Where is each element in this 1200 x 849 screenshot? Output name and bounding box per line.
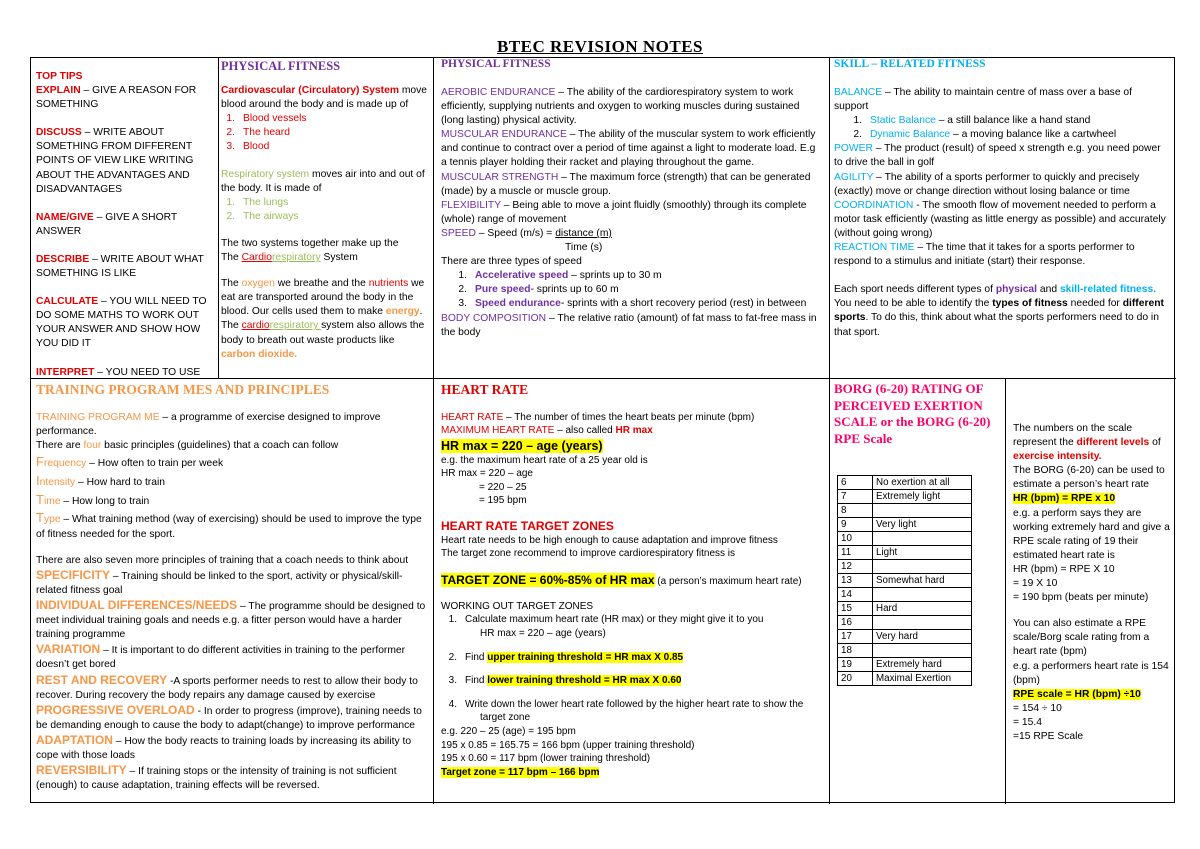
list-item: 1. Static Balance – a still balance like a hand stand — [853, 115, 1091, 127]
list-item: 3. Blood — [226, 141, 270, 153]
skill-fitness-heading: SKILL – RELATED FITNESS — [834, 58, 986, 70]
notes-grid — [30, 57, 1175, 803]
heart-rate-definition: HEART RATE – The number of times the heart beats per minute (bpm) — [441, 411, 755, 423]
list-item: 2. Pure speed- sprints up to 60 m — [458, 284, 619, 296]
borg-estimate: The BORG (6-20) can be used to estimate a person’s heart rate — [1013, 465, 1165, 491]
borg-label: No exertion at all — [873, 476, 972, 490]
borg-value: 13 — [838, 574, 873, 588]
borg-notes-cell — [1006, 379, 1176, 804]
borg-value: 8 — [838, 504, 873, 518]
example-line: 195 x 0.60 = 117 bpm (lower training threshold) — [441, 753, 651, 765]
tip-explain: EXPLAIN – GIVE A REASON FOR SOMETHING — [36, 85, 197, 111]
tip-describe: DESCRIBE – WRITE ABOUT WHAT SOMETHING IS LIKE — [36, 253, 204, 280]
seven-principles-intro: There are also seven more principles of training that a coach needs to think about — [36, 554, 409, 566]
coordination: COORDINATION - The smooth flow of movement needed to perform a motor task efficiently (wasting as little energy as possible) and accurately (without going wrong) — [834, 199, 1166, 239]
physical-fitness-2-cell — [434, 58, 830, 379]
principle-variation: VARIATION – It is important to do different activities in training to the performer doesn’t get bored — [36, 642, 406, 671]
hr-from-rpe-formula: HR (bpm) = RPE x 10 — [1013, 493, 1116, 505]
body-composition: BODY COMPOSITION – The relative ratio (amount) of fat mass to fat-free mass in the body — [441, 312, 817, 338]
step-1: 1. Calculate maximum heart rate (HR max) or they might give it to you — [448, 614, 764, 626]
example-line: 195 x 0.85 = 165.75 = 166 bpm (upper training threshold) — [441, 739, 695, 751]
cardiorespiratory-system: The Cardiorespiratory System — [221, 252, 358, 264]
fitt-intensity: Intensity – How hard to train — [36, 472, 165, 488]
borg-label: Extremely hard — [873, 658, 972, 672]
borg-value: 16 — [838, 616, 873, 630]
borg-row — [838, 658, 972, 672]
physical-fitness-1-cell — [219, 58, 434, 379]
respiratory-list — [221, 196, 429, 224]
speed-types-list — [441, 269, 823, 311]
borg-example-2: e.g. a performers heart rate is 154 (bpm) — [1013, 660, 1169, 686]
borg-value: 9 — [838, 518, 873, 532]
step-1b: HR max = 220 – age (years) — [480, 628, 606, 640]
calc-line: = 15.4 — [1013, 716, 1042, 728]
borg-row — [838, 588, 972, 602]
borg-label: Hard — [873, 602, 972, 616]
borg-intro: The numbers on the scale represent the different levels of exercise intensity. — [1013, 423, 1161, 463]
borg-label: Very hard — [873, 630, 972, 644]
tip-interpret: INTERPRET – YOU NEED TO USE — [36, 366, 201, 378]
borg-row — [838, 476, 972, 490]
principle-individual: INDIVIDUAL DIFFERENCES/NEEDS – The programme should be designed to meet individual training goals and needs e.g. a fitter person would have a harder training programme — [36, 598, 426, 641]
step-2: 2. Find upper training threshold = HR max X 0.85 — [448, 651, 684, 663]
target-zones-text: The target zone recommend to improve cardiorespiratory fitness is — [441, 548, 736, 560]
principle-reversibility: REVERSIBILITY – If training stops or the intensity of training is not sufficient (enough) to cause adaptation, training effects will be reversed. — [36, 763, 397, 792]
calc-line: HR (bpm) = RPE X 10 — [1013, 563, 1115, 575]
list-item: 2. The heard — [226, 127, 290, 139]
borg-label — [873, 504, 972, 518]
principle-progressive-overload: PROGRESSIVE OVERLOAD - In order to progress (improve), training needs to be demanding enough to cause the body to adapt(change) to improve performance — [36, 702, 422, 731]
borg-row — [838, 504, 972, 518]
borg-heading: BORG (6-20) RATING OF PERCEIVED EXERTION SCALE or the BORG (6-20) RPE Scale — [834, 381, 991, 446]
hr-max-formula: HR max = 220 – age (years) — [441, 438, 603, 453]
target-zone-formula: TARGET ZONE = 60%-85% of HR max (a person’s maximum heart rate) — [441, 572, 802, 587]
training-cell — [31, 379, 434, 804]
muscular-strength: MUSCULAR STRENGTH – The maximum force (strength) that can be generated (made) by a muscle or muscle group. — [441, 171, 811, 197]
target-zones-heading: HEART RATE TARGET ZONES — [441, 519, 614, 534]
list-item: 2. Dynamic Balance – a moving balance like a cartwheel — [853, 129, 1117, 141]
borg-row — [838, 546, 972, 560]
fitt-time: Time – How long to train — [36, 491, 150, 507]
borg-label: Somewhat hard — [873, 574, 972, 588]
hr-max-example: e.g. the maximum heart rate of a 25 year old is — [441, 454, 648, 466]
borg-row — [838, 574, 972, 588]
rpe-from-hr-formula: RPE scale = HR (bpm) ÷10 — [1013, 688, 1141, 700]
list-item: 3. Speed endurance- sprints with a short recovery period (rest) in between — [458, 298, 807, 310]
working-out-heading: WORKING OUT TARGET ZONES — [441, 600, 594, 612]
borg-row — [838, 490, 972, 504]
list-item: 1. Blood vessels — [226, 113, 307, 125]
heart-rate-heading: HEART RATE — [441, 382, 529, 397]
borg-row — [838, 602, 972, 616]
borg-value: 14 — [838, 588, 873, 602]
borg-label — [873, 644, 972, 658]
borg-value: 7 — [838, 490, 873, 504]
training-heading: TRAINING PROGRAM MES AND PRINCIPLES — [36, 382, 330, 397]
principle-adaptation: ADAPTATION – How the body reacts to training loads by increasing its ability to cope with those loads — [36, 732, 412, 761]
aerobic-endurance: AEROBIC ENDURANCE – The ability of the cardiorespiratory system to work efficiently, supplying nutrients and oxygen to working muscles during sustained (long lasting) physical activity. — [441, 87, 800, 127]
borg-row — [838, 616, 972, 630]
borg-value: 15 — [838, 602, 873, 616]
borg-row — [838, 630, 972, 644]
speed-types-intro: There are three types of speed — [441, 256, 582, 268]
speed: SPEED – Speed (m/s) = distance (m) — [441, 227, 612, 239]
calc-line: HR max = 220 – age — [441, 468, 533, 480]
top-tips-cell — [31, 58, 219, 379]
borg-value: 19 — [838, 658, 873, 672]
calc-line: = 195 bpm — [479, 495, 527, 507]
step-3: 3. Find lower training threshold = HR max X 0.60 — [448, 675, 682, 687]
borg-value: 20 — [838, 672, 873, 686]
speed-denominator: Time (s) — [565, 242, 603, 254]
borg-value: 11 — [838, 546, 873, 560]
muscular-endurance: MUSCULAR ENDURANCE – The ability of the muscular system to work efficiently and continue to contract over a period of time against a light to moderate load. E.g a tennis player holding their racket and playing throughout the game. — [441, 129, 816, 169]
agility: AGILITY – The ability of a sports performer to quickly and precisely (exactly) move or change direction without losing balance or time — [834, 171, 1140, 197]
borg-label: Light — [873, 546, 972, 560]
reaction-time: REACTION TIME – The time that it takes for a sports performer to respond to a stimulus and initiate (start) their response. — [834, 242, 1135, 268]
max-heart-rate-definition: MAXIMUM HEART RATE – also called HR max — [441, 425, 653, 437]
target-zone-result: Target zone = 117 bpm – 166 bpm — [441, 766, 600, 778]
borg-label — [873, 560, 972, 574]
physical-fitness-2-heading: PHYSICAL FITNESS — [441, 58, 551, 70]
each-sport-paragraph: Each sport needs different types of physical and skill-related fitness. You need to be able to identify the types of fitness needed for different sports. To do this, think about what the sports performers need to do in that sport. — [834, 284, 1164, 338]
rpe-estimate: You can also estimate a RPE scale/Borg scale rating from a heart rate (bpm) — [1013, 618, 1150, 658]
borg-label — [873, 588, 972, 602]
fitt-frequency: Frequency – How often to train per week — [36, 453, 224, 469]
tip-calculate: CALCULATE – YOU WILL NEED TO DO SOME MATHS TO WORK OUT YOUR ANSWER AND SHOW HOW YOU DID IT — [36, 296, 207, 350]
training-programme-definition: TRAINING PROGRAM ME – a programme of exercise designed to improve performance. — [36, 411, 381, 437]
flexibility: FLEXIBILITY – Being able to move a joint fluidly (smoothly) through its complete (whole) range of movement — [441, 199, 807, 225]
balance-list — [834, 114, 1168, 142]
calc-line: = 154 ÷ 10 — [1013, 702, 1062, 714]
heart-rate-cell — [434, 379, 830, 804]
borg-row — [838, 532, 972, 546]
step-4: 4. Write down the lower heart rate followed by the higher heart rate to show the target zone — [448, 698, 804, 724]
list-item: 2. The airways — [226, 210, 299, 222]
borg-label: Extremely light — [873, 490, 972, 504]
tip-name-give: NAME/GIVE – GIVE A SHORT ANSWER — [36, 211, 177, 237]
calc-line: = 220 – 25 — [479, 481, 527, 493]
balance: BALANCE – The ability to maintain centre of mass over a base of support — [834, 87, 1133, 113]
target-zones-text: Heart rate needs to be high enough to cause adaptation and improve fitness — [441, 534, 778, 546]
borg-row — [838, 560, 972, 574]
page-title: BTEC REVISION NOTES — [496, 37, 703, 56]
borg-example-1: e.g. a perform says they are working extremely hard and give a RPE scale rating of 19 their estimated heart rate is — [1013, 507, 1170, 561]
fitt-type: Type – What training method (way of exercising) should be used to improve the type of fitness needed for the sport. — [36, 509, 422, 540]
calc-line: =15 RPE Scale — [1013, 730, 1084, 742]
cv-list — [221, 112, 429, 154]
borg-value: 12 — [838, 560, 873, 574]
list-item: 1. The lungs — [226, 196, 289, 208]
top-tips-heading: TOP TIPS — [36, 71, 83, 82]
tip-discuss: DISCUSS – WRITE ABOUT SOMETHING FROM DIFFERENT POINTS OF VIEW LIKE WRITING ABOUT THE ADVANTAGES AND DISADVANTAGES — [36, 127, 194, 195]
borg-label: Maximal Exertion — [873, 672, 972, 686]
respiratory-definition: Respiratory system moves air into and out of the body. It is made of — [221, 168, 425, 194]
borg-value: 10 — [838, 532, 873, 546]
borg-value: 17 — [838, 630, 873, 644]
cv-definition: Cardiovascular (Circulatory) System move blood around the body and is made up of — [221, 85, 428, 111]
list-item: 1. Accelerative speed – sprints up to 30 m — [458, 270, 662, 282]
power: POWER – The product (result) of speed x strength e.g. you need power to drive the ball in golf — [834, 143, 1161, 169]
borg-label — [873, 532, 972, 546]
borg-row — [838, 644, 972, 658]
four-principles-intro: There are four basic principles (guidelines) that a coach can follow — [36, 439, 339, 451]
borg-scale-cell — [830, 379, 1006, 804]
principle-specificity: SPECIFICITY – Training should be linked to the sport, activity or physical/skill-related fitness goal — [36, 567, 403, 596]
principle-rest-recovery: REST AND RECOVERY -A sports performer needs to rest to allow their body to recover. During recovery the body repairs any damage caused by exercise — [36, 672, 418, 701]
skill-fitness-cell — [830, 58, 1176, 379]
physical-fitness-1-heading: PHYSICAL FITNESS — [221, 59, 341, 73]
calc-line: = 19 X 10 — [1013, 578, 1058, 590]
borg-value: 18 — [838, 644, 873, 658]
example-line: e.g. 220 – 25 (age) = 195 bpm — [441, 726, 576, 737]
borg-value: 6 — [838, 476, 873, 490]
borg-label — [873, 616, 972, 630]
calc-line: = 190 bpm (beats per minute) — [1013, 592, 1149, 604]
borg-row — [838, 518, 972, 532]
together-text: The two systems together make up the — [221, 237, 399, 249]
borg-row — [838, 672, 972, 686]
oxygen-paragraph: The oxygen we breathe and the nutrients we eat are transported around the body in the blood. Our cells used them to make energy. The cardiorespiratory system also allows the body to breath out waste products like carbon dioxide. — [221, 278, 425, 360]
borg-label: Very light — [873, 518, 972, 532]
borg-table — [837, 475, 972, 686]
